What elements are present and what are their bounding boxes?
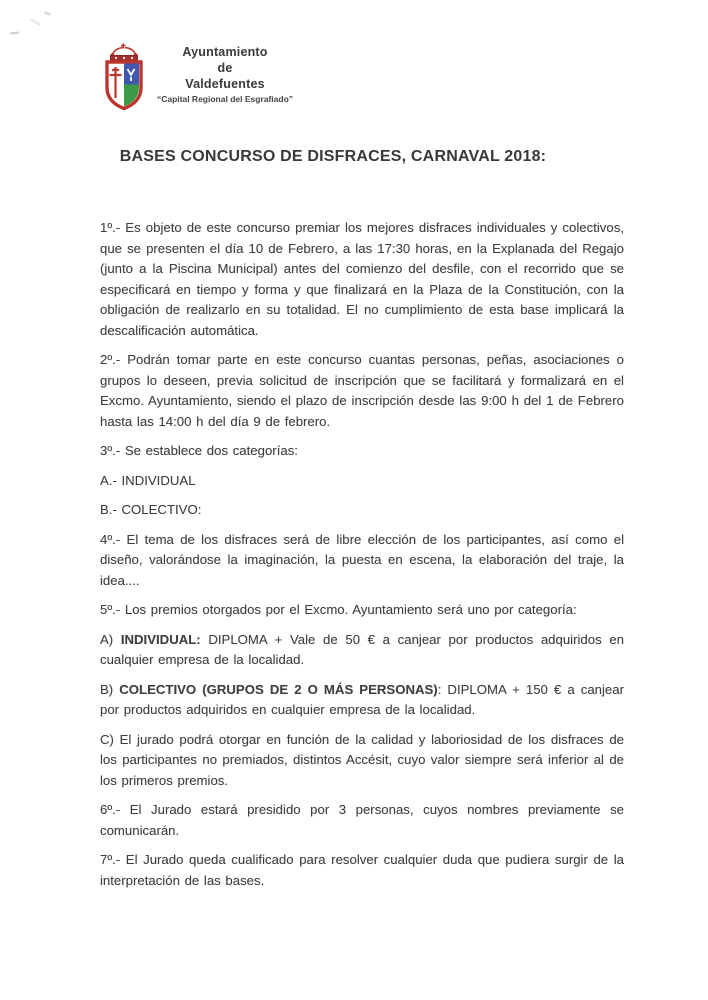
- document-body: [100, 218, 624, 900]
- org-name-line2: de: [217, 61, 233, 75]
- scan-artifact: [44, 11, 52, 16]
- paragraph-4: 4º.- El tema de los disfraces será de libre elección de los participantes, así como el diseño, valorándose la imaginación, la puesta en escena, la elaboración del traje, la idea....: [100, 531, 624, 588]
- paragraph-1: 1º.- Es objeto de este concurso premiar los mejores disfraces individuales y colectivos, que se presenten el día 10 de Febrero, a las 17:30 horas, en la Explanada del Regajo (junto a la Piscina Municipal) antes del comienzo del desfile, con el recorrido que se especificará en tiempo y forma y que finalizará en la Plaza de la Constitución, con la obligación de realizarlo en su totalidad. El no cumplimiento de esta base implicará la descalificación automática.: [100, 220, 624, 338]
- prize-colectivo-line: B) COLECTIVO (GRUPOS DE 2 O MÁS PERSONAS): DIPLOMA + 150 € a canjear por productos adquiridos en cualquier empresa de la localidad.: [100, 681, 624, 717]
- org-name-line1: Ayuntamiento: [182, 45, 268, 59]
- prize-accesit-line: C) El jurado podrá otorgar en función de la calidad y laboriosidad de los disfraces de los participantes no premiados, distintos Accésit, cuyo valor siempre será inferior al de los primeros premios.: [100, 731, 624, 788]
- category-colectivo-line: B.- COLECTIVO:: [100, 502, 202, 517]
- document-title: BASES CONCURSO DE DISFRACES, CARNAVAL 2018:: [119, 148, 547, 165]
- document-header: [100, 42, 296, 110]
- category-individual-line: A.- INDIVIDUAL: [100, 472, 196, 488]
- prize-individual-line: A) INDIVIDUAL: DIPLOMA + Vale de 50 € a canjear por productos adquiridos en cualquier empresa de la localidad.: [100, 631, 624, 667]
- paragraph-6: 6º.- El Jurado estará presidido por 3 personas, cuyos nombres previamente se comunicarán.: [100, 802, 624, 838]
- org-name-line3: Valdefuentes: [185, 77, 265, 91]
- scan-artifact: [30, 18, 40, 25]
- org-subtitle: “Capital Regional del Esgrafiado”: [156, 94, 294, 104]
- paragraph-2: 2º.- Podrán tomar parte en este concurso cuantas personas, peñas, asociaciones o grupos lo deseen, previa solicitud de inscripción que se facilitará y formalizará en el Excmo. Ayuntamiento, siendo el plazo de inscripción desde las 9:00 h del 1 de Febrero hasta las 14:00 h del día 9 de febrero.: [100, 352, 624, 429]
- paragraph-7: 7º.- El Jurado queda cualificado para resolver cualquier duda que pudiera surgir de la interpretación de las bases.: [100, 852, 624, 888]
- paragraph-5: 5º.- Los premios otorgados por el Excmo. Ayuntamiento será uno por categoría:: [100, 602, 577, 617]
- org-name-block: [154, 42, 296, 110]
- coat-of-arms-icon: [100, 42, 148, 110]
- paragraph-3: 3º.- Se establece dos categorías:: [100, 443, 298, 458]
- scan-artifact: [10, 31, 19, 34]
